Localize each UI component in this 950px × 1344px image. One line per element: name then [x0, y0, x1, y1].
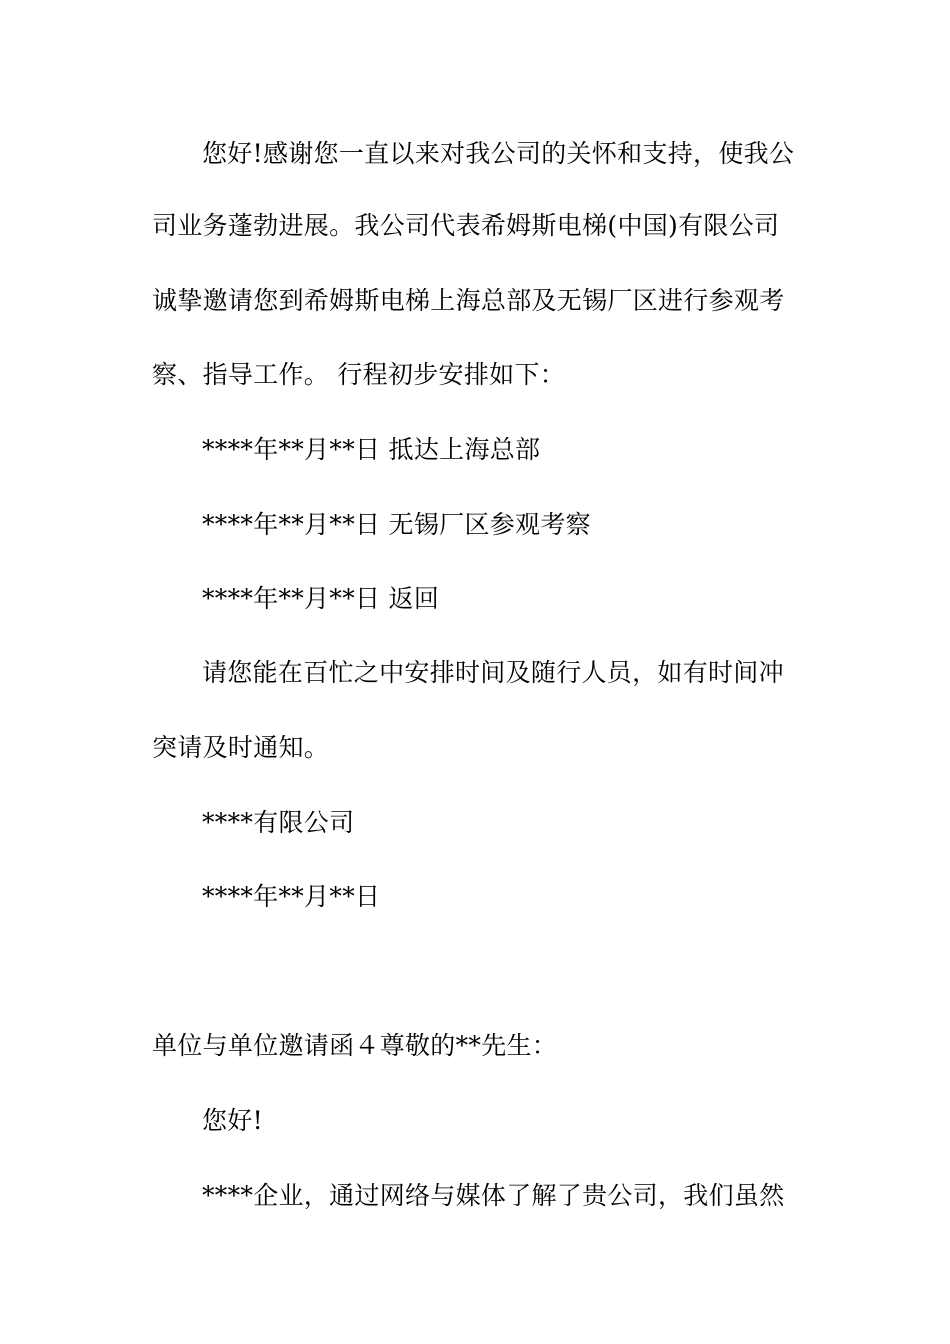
schedule-item: ****年**月**日 抵达上海总部: [202, 435, 541, 464]
paragraph-line: 司业务蓬勃进展。我公司代表希姆斯电梯(中国)有限公司: [152, 211, 780, 240]
schedule-item: ****年**月**日 无锡厂区参观考察: [202, 510, 591, 539]
signature-company: ****有限公司: [202, 808, 355, 837]
paragraph-line: 突请及时通知。: [152, 733, 330, 762]
signature-date: ****年**月**日: [202, 882, 381, 911]
paragraph-line: 请您能在百忙之中安排时间及随行人员，如有时间冲: [202, 658, 784, 687]
schedule-item: ****年**月**日 返回: [202, 584, 440, 613]
paragraph-line: 您好!感谢您一直以来对我公司的关怀和支持，使我公: [202, 139, 795, 168]
paragraph-line: 察、指导工作。 行程初步安排如下：: [152, 360, 566, 389]
greeting: 您好!: [202, 1106, 263, 1135]
letter-heading: 单位与单位邀请函４尊敬的**先生：: [152, 1031, 558, 1060]
paragraph-line: ****企业，通过网络与媒体了解了贵公司，我们虽然: [202, 1181, 785, 1210]
paragraph-line: 诚挚邀请您到希姆斯电梯上海总部及无锡厂区进行参观考: [152, 286, 785, 315]
